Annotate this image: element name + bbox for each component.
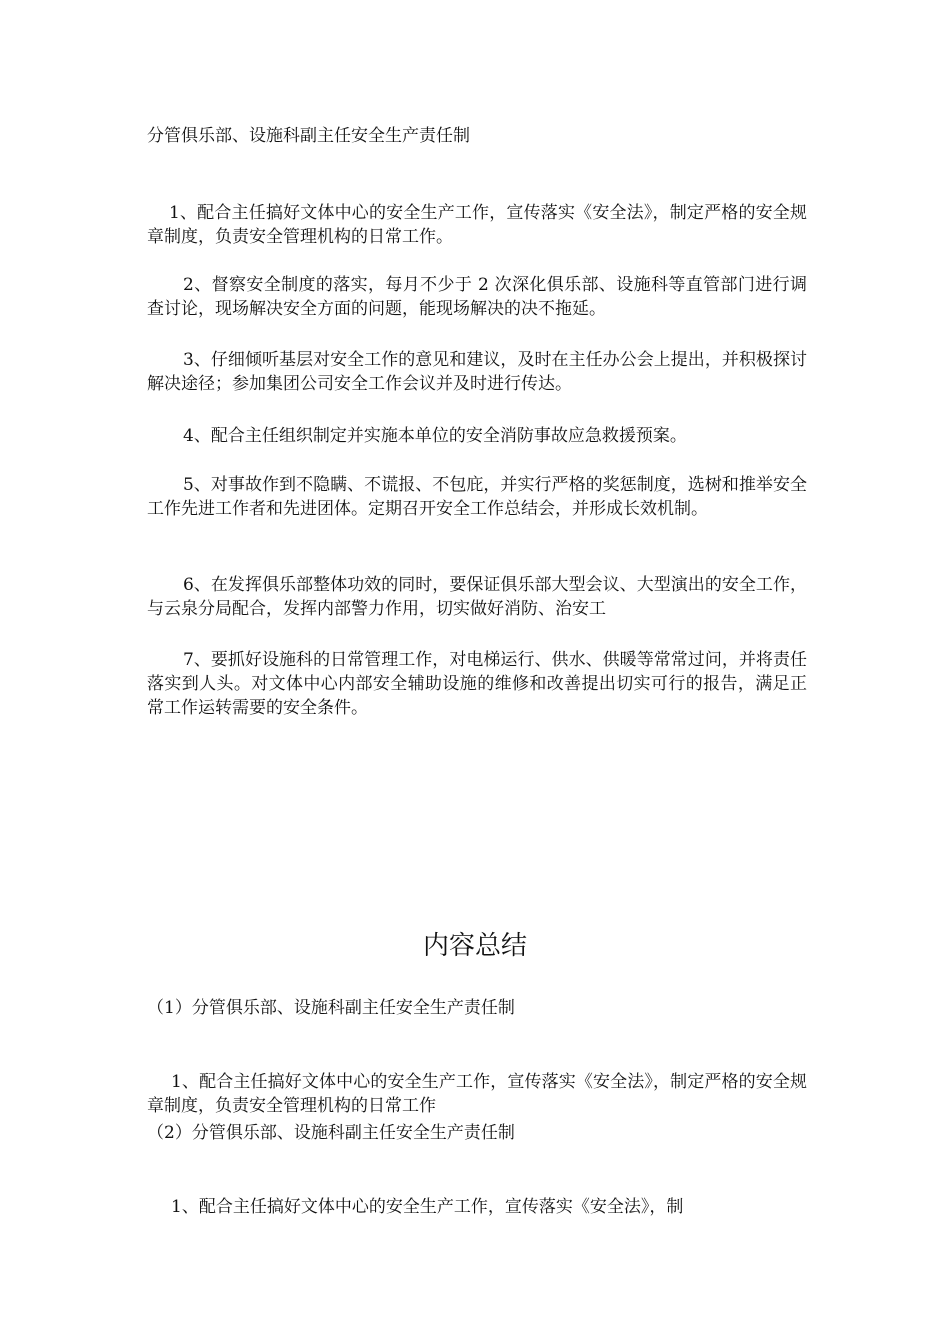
paragraph-5: 5、对事故作到不隐瞒、不谎报、不包庇，并实行严格的奖惩制度，选树和推举安全工作先进工作者和先进团体。定期召开安全工作总结会，并形成长效机制。	[147, 475, 807, 519]
paragraph-7: 7、要抓好设施科的日常管理工作，对电梯运行、供水、供暖等常常过问，并将责任落实到人头。对文体中心内部安全辅助设施的维修和改善提出切实可行的报告，满足正常工作运转需要的安全条件。	[147, 650, 807, 718]
summary-item-title-1: （1）分管俱乐部、设施科副主任安全生产责任制	[147, 998, 515, 1018]
document-title: 分管俱乐部、设施科副主任安全生产责任制	[147, 126, 470, 146]
summary-item-text-1: 1、配合主任搞好文体中心的安全生产工作，宣传落实《安全法》，制定严格的安全规章制度，负责安全管理机构的日常工作	[147, 1072, 807, 1116]
paragraph-2: 2、督察安全制度的落实，每月不少于 2 次深化俱乐部、设施科等直管部门进行调查讨论，现场解决安全方面的问题，能现场解决的决不拖延。	[147, 275, 807, 319]
summary-heading: 内容总结	[422, 931, 527, 961]
paragraph-6: 6、在发挥俱乐部整体功效的同时，要保证俱乐部大型会议、大型演出的安全工作，与云泉分局配合，发挥内部警力作用，切实做好消防、治安工	[147, 575, 807, 619]
paragraph-4: 4、配合主任组织制定并实施本单位的安全消防事故应急救援预案。	[183, 426, 687, 446]
summary-item-text-2: 1、配合主任搞好文体中心的安全生产工作，宣传落实《安全法》，制	[171, 1197, 684, 1217]
paragraph-3: 3、仔细倾听基层对安全工作的意见和建议，及时在主任办公会上提出，并积极探讨解决途径；参加集团公司安全工作会议并及时进行传达。	[147, 350, 807, 394]
summary-item-title-2: （2）分管俱乐部、设施科副主任安全生产责任制	[147, 1123, 515, 1143]
paragraph-1: 1、配合主任搞好文体中心的安全生产工作，宣传落实《安全法》，制定严格的安全规章制度，负责安全管理机构的日常工作。	[147, 203, 807, 247]
